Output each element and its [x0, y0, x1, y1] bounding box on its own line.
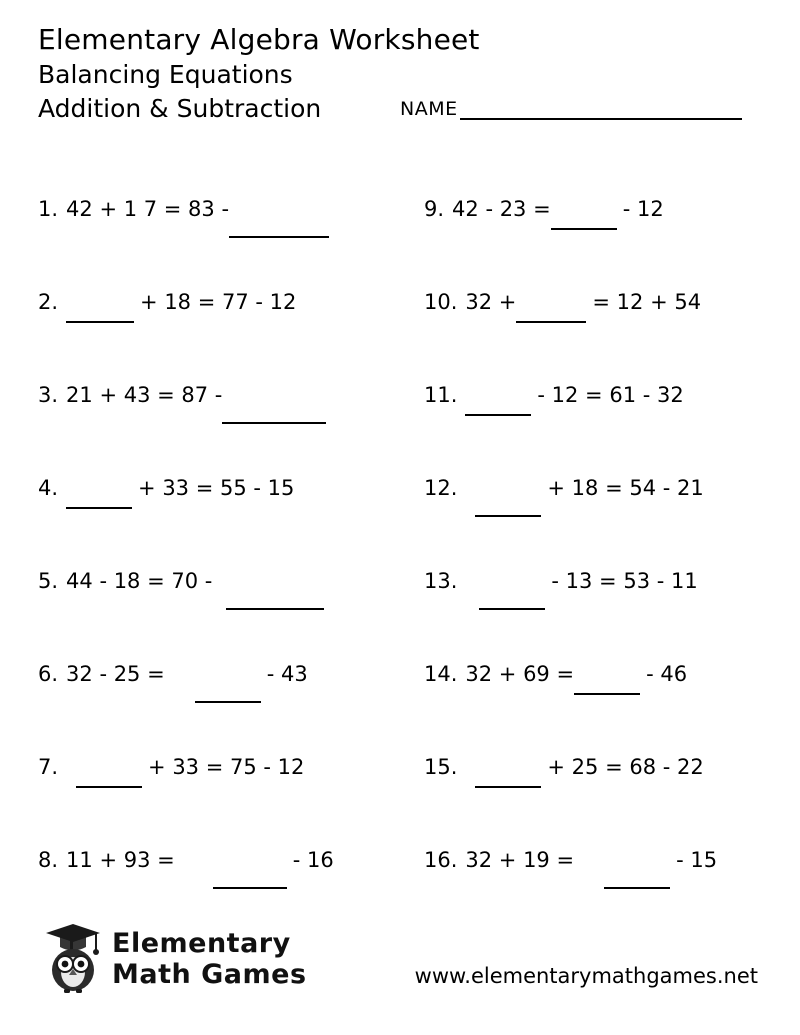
problem-row: [0, 382, 800, 475]
problem-expression-after: - 12: [622, 197, 664, 221]
problem-expression-before: 32 + 19 =: [465, 848, 575, 872]
logo-wordmark: [112, 930, 307, 988]
problem-number: 3.: [38, 383, 59, 407]
problem-expression-before: 42 + 1 7 = 83 -: [66, 197, 230, 221]
problem-row: [0, 568, 800, 661]
problem-number: 13.: [424, 569, 458, 593]
problem-expression-after: = 12 + 54: [592, 290, 702, 314]
worksheet-footer: [0, 920, 800, 1020]
problem-item: [424, 475, 704, 517]
answer-blank[interactable]: [551, 206, 617, 230]
problem-item: [38, 196, 335, 238]
problem-expression-before: 32 - 25 =: [66, 662, 165, 686]
problem-number: 9.: [424, 197, 445, 221]
problem-expression-after: - 43: [266, 662, 308, 686]
problem-item: [424, 754, 704, 788]
problem-item: [38, 289, 296, 323]
problem-number: 2.: [38, 290, 59, 314]
logo-line-1: Elementary: [112, 928, 291, 959]
problem-number: 6.: [38, 662, 59, 686]
logo-line-2: Math Games: [112, 959, 307, 990]
name-field-group: [400, 98, 742, 120]
answer-blank[interactable]: [479, 586, 545, 610]
problem-expression-after: + 25 = 68 - 22: [547, 755, 704, 779]
problem-item: [38, 568, 330, 610]
problem-item: [38, 475, 294, 509]
problem-row: [0, 475, 800, 568]
problem-item: [424, 382, 684, 416]
name-label: NAME: [400, 98, 458, 120]
problem-number: 10.: [424, 290, 458, 314]
answer-blank[interactable]: [475, 493, 541, 517]
problem-row: [0, 661, 800, 754]
problem-number: 8.: [38, 848, 59, 872]
answer-blank[interactable]: [604, 865, 670, 889]
subtitle-name-row: [38, 92, 762, 128]
problem-number: 16.: [424, 848, 458, 872]
answer-blank[interactable]: [574, 671, 640, 695]
problem-expression-after: - 16: [292, 848, 334, 872]
problem-expression-after: + 18 = 77 - 12: [140, 290, 297, 314]
problem-expression-before: 11 + 93 =: [66, 848, 175, 872]
problem-item: [38, 754, 304, 788]
problem-number: 5.: [38, 569, 59, 593]
worksheet-subtitle-1: Balancing Equations: [38, 60, 293, 89]
answer-blank[interactable]: [226, 586, 324, 610]
name-input-line[interactable]: [460, 98, 742, 120]
problem-number: 1.: [38, 197, 59, 221]
problem-item: [38, 661, 308, 703]
problem-list: [0, 196, 800, 940]
problem-item: [424, 568, 698, 610]
website-url: www.elementarymathgames.net: [414, 964, 758, 988]
answer-blank[interactable]: [195, 679, 261, 703]
problem-number: 15.: [424, 755, 458, 779]
problem-item: [424, 661, 687, 695]
problem-row: [0, 289, 800, 382]
problem-row: [0, 754, 800, 847]
problem-expression-after: - 46: [646, 662, 688, 686]
worksheet-header: [38, 22, 762, 128]
problem-expression-after: + 18 = 54 - 21: [547, 476, 704, 500]
problem-expression-after: + 33 = 75 - 12: [148, 755, 305, 779]
answer-blank[interactable]: [475, 764, 541, 788]
problem-item: [424, 847, 717, 889]
problem-item: [38, 847, 334, 889]
problem-item: [424, 289, 701, 323]
problem-expression-before: 44 - 18 = 70 -: [66, 569, 213, 593]
problem-item: [424, 196, 664, 230]
problem-expression-before: 42 - 23 =: [452, 197, 551, 221]
problem-number: 11.: [424, 383, 458, 407]
problem-expression-after: - 12 = 61 - 32: [537, 383, 684, 407]
answer-blank[interactable]: [213, 865, 287, 889]
page-title: Elementary Algebra Worksheet: [38, 23, 480, 56]
problem-expression-before: 21 + 43 = 87 -: [66, 383, 223, 407]
owl-graduate-icon: [40, 920, 106, 998]
answer-blank[interactable]: [222, 400, 326, 424]
site-logo: [40, 920, 307, 998]
problem-number: 7.: [38, 755, 59, 779]
problem-row: [0, 196, 800, 289]
problem-expression-after: + 33 = 55 - 15: [138, 476, 295, 500]
problem-expression-before: 32 + 69 =: [465, 662, 575, 686]
problem-number: 4.: [38, 476, 59, 500]
problem-expression-after: - 15: [676, 848, 718, 872]
worksheet-subtitle-2: Addition & Subtraction: [38, 94, 322, 123]
answer-blank[interactable]: [66, 299, 134, 323]
answer-blank[interactable]: [76, 764, 142, 788]
problem-number: 14.: [424, 662, 458, 686]
answer-blank[interactable]: [229, 214, 329, 238]
problem-expression-after: - 13 = 53 - 11: [551, 569, 698, 593]
problem-expression-before: 32 +: [465, 290, 517, 314]
problem-item: [38, 382, 332, 424]
answer-blank[interactable]: [516, 299, 586, 323]
answer-blank[interactable]: [465, 392, 531, 416]
answer-blank[interactable]: [66, 485, 132, 509]
problem-number: 12.: [424, 476, 458, 500]
